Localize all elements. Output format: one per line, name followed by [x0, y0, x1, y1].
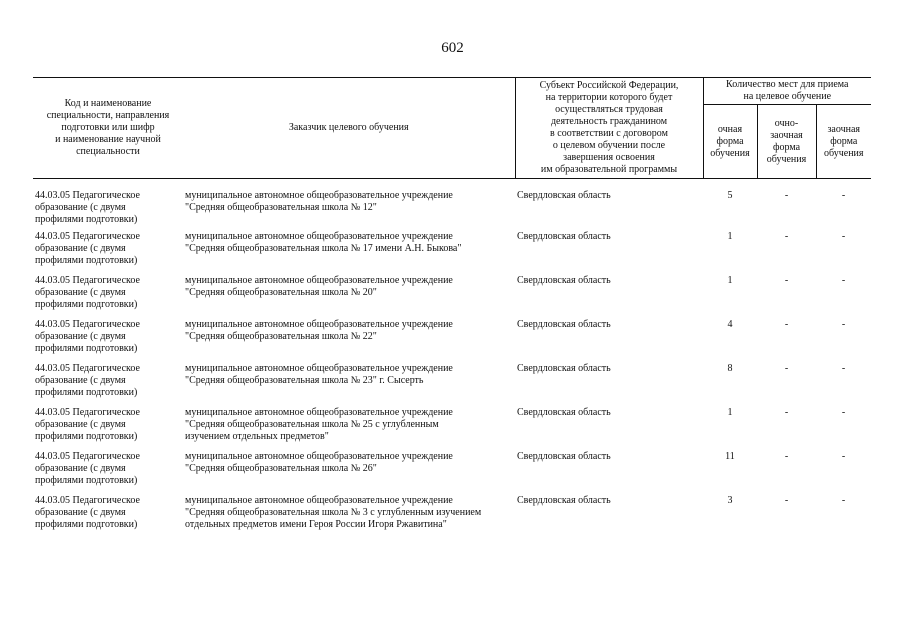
cell-code: 44.03.05 Педагогическое образование (с двумя профилями подготовки) [35, 190, 140, 225]
cell-code: 44.03.05 Педагогическое образование (с двумя профилями подготовки) [35, 231, 140, 266]
header-places: Количество мест для приема на целевое обучение [703, 78, 871, 105]
table-row [33, 407, 871, 451]
table-row [33, 451, 871, 495]
table-row [33, 319, 871, 363]
cell-region: Свердловская область [517, 495, 611, 506]
cell-region: Свердловская область [517, 363, 611, 374]
cell-customer: муниципальное автономное общеобразовательное учреждение "Средняя общеобразовательная школа № 17 имени А.Н. Быкова" [185, 231, 462, 254]
cell-region: Свердловская область [517, 319, 611, 330]
cell-part-time: - [784, 190, 789, 201]
target-training-table [33, 77, 871, 539]
page-number: 602 [441, 40, 464, 56]
cell-extramural: - [841, 275, 846, 286]
header-code: Код и наименование специальности, направления подготовки или шифр и наименование научной специальности [33, 78, 183, 179]
cell-part-time: - [784, 451, 789, 462]
cell-full-time: 3 [727, 495, 733, 506]
header-customer: Заказчик целевого обучения [183, 78, 515, 179]
cell-extramural: - [841, 451, 846, 462]
header-region: Субъект Российской Федерации, на территории которого будет осуществляться трудовая деятельность гражданином в соответствии с договором о целевом обучении после завершения освоения им образовательной программы [515, 78, 703, 179]
cell-region: Свердловская область [517, 190, 611, 201]
cell-full-time: 1 [727, 407, 733, 418]
cell-extramural: - [841, 231, 846, 242]
cell-extramural: - [841, 190, 846, 201]
cell-full-time: 11 [725, 451, 735, 462]
cell-customer: муниципальное автономное общеобразовательное учреждение "Средняя общеобразовательная школа № 3 с углубленным изучением отдельных предметов имени Героя России Игоря Ржавитина" [185, 495, 482, 530]
cell-customer: муниципальное автономное общеобразовательное учреждение "Средняя общеобразовательная школа № 25 с углубленным изучением отдельных предметов" [185, 407, 453, 442]
header-extramural: заочная форма обучения [816, 105, 871, 179]
table-header [33, 78, 871, 179]
header-full-time: очная форма обучения [703, 105, 757, 179]
cell-code: 44.03.05 Педагогическое образование (с двумя профилями подготовки) [35, 363, 140, 398]
cell-part-time: - [784, 407, 789, 418]
table-body [33, 179, 871, 540]
cell-customer: муниципальное автономное общеобразовательное учреждение "Средняя общеобразовательная школа № 26" [185, 451, 453, 474]
cell-part-time: - [784, 275, 789, 286]
table-row [33, 363, 871, 407]
table-row [33, 495, 871, 539]
table-row [33, 231, 871, 275]
table-row [33, 275, 871, 319]
cell-extramural: - [841, 495, 846, 506]
table-row [33, 179, 871, 232]
cell-region: Свердловская область [517, 231, 611, 242]
cell-full-time: 1 [727, 275, 733, 286]
cell-code: 44.03.05 Педагогическое образование (с двумя профилями подготовки) [35, 451, 140, 486]
cell-customer: муниципальное автономное общеобразовательное учреждение "Средняя общеобразовательная школа № 20" [185, 275, 453, 298]
cell-code: 44.03.05 Педагогическое образование (с двумя профилями подготовки) [35, 495, 140, 530]
cell-full-time: 5 [727, 190, 733, 201]
cell-customer: муниципальное автономное общеобразовательное учреждение "Средняя общеобразовательная школа № 22" [185, 319, 453, 342]
cell-part-time: - [784, 363, 789, 374]
cell-customer: муниципальное автономное общеобразовательное учреждение "Средняя общеобразовательная школа № 23" г. Сысерть [185, 363, 453, 386]
cell-full-time: 4 [727, 319, 733, 330]
cell-extramural: - [841, 319, 846, 330]
cell-region: Свердловская область [517, 275, 611, 286]
cell-code: 44.03.05 Педагогическое образование (с двумя профилями подготовки) [35, 407, 140, 442]
cell-extramural: - [841, 363, 846, 374]
cell-full-time: 1 [727, 231, 733, 242]
cell-region: Свердловская область [517, 451, 611, 462]
cell-part-time: - [784, 319, 789, 330]
header-part-time: очно- заочная форма обучения [757, 105, 816, 179]
cell-extramural: - [841, 407, 846, 418]
cell-part-time: - [784, 231, 789, 242]
cell-region: Свердловская область [517, 407, 611, 418]
cell-code: 44.03.05 Педагогическое образование (с двумя профилями подготовки) [35, 275, 140, 310]
cell-part-time: - [784, 495, 789, 506]
cell-customer: муниципальное автономное общеобразовательное учреждение "Средняя общеобразовательная школа № 12" [185, 190, 453, 213]
cell-code: 44.03.05 Педагогическое образование (с двумя профилями подготовки) [35, 319, 140, 354]
cell-full-time: 8 [727, 363, 733, 374]
